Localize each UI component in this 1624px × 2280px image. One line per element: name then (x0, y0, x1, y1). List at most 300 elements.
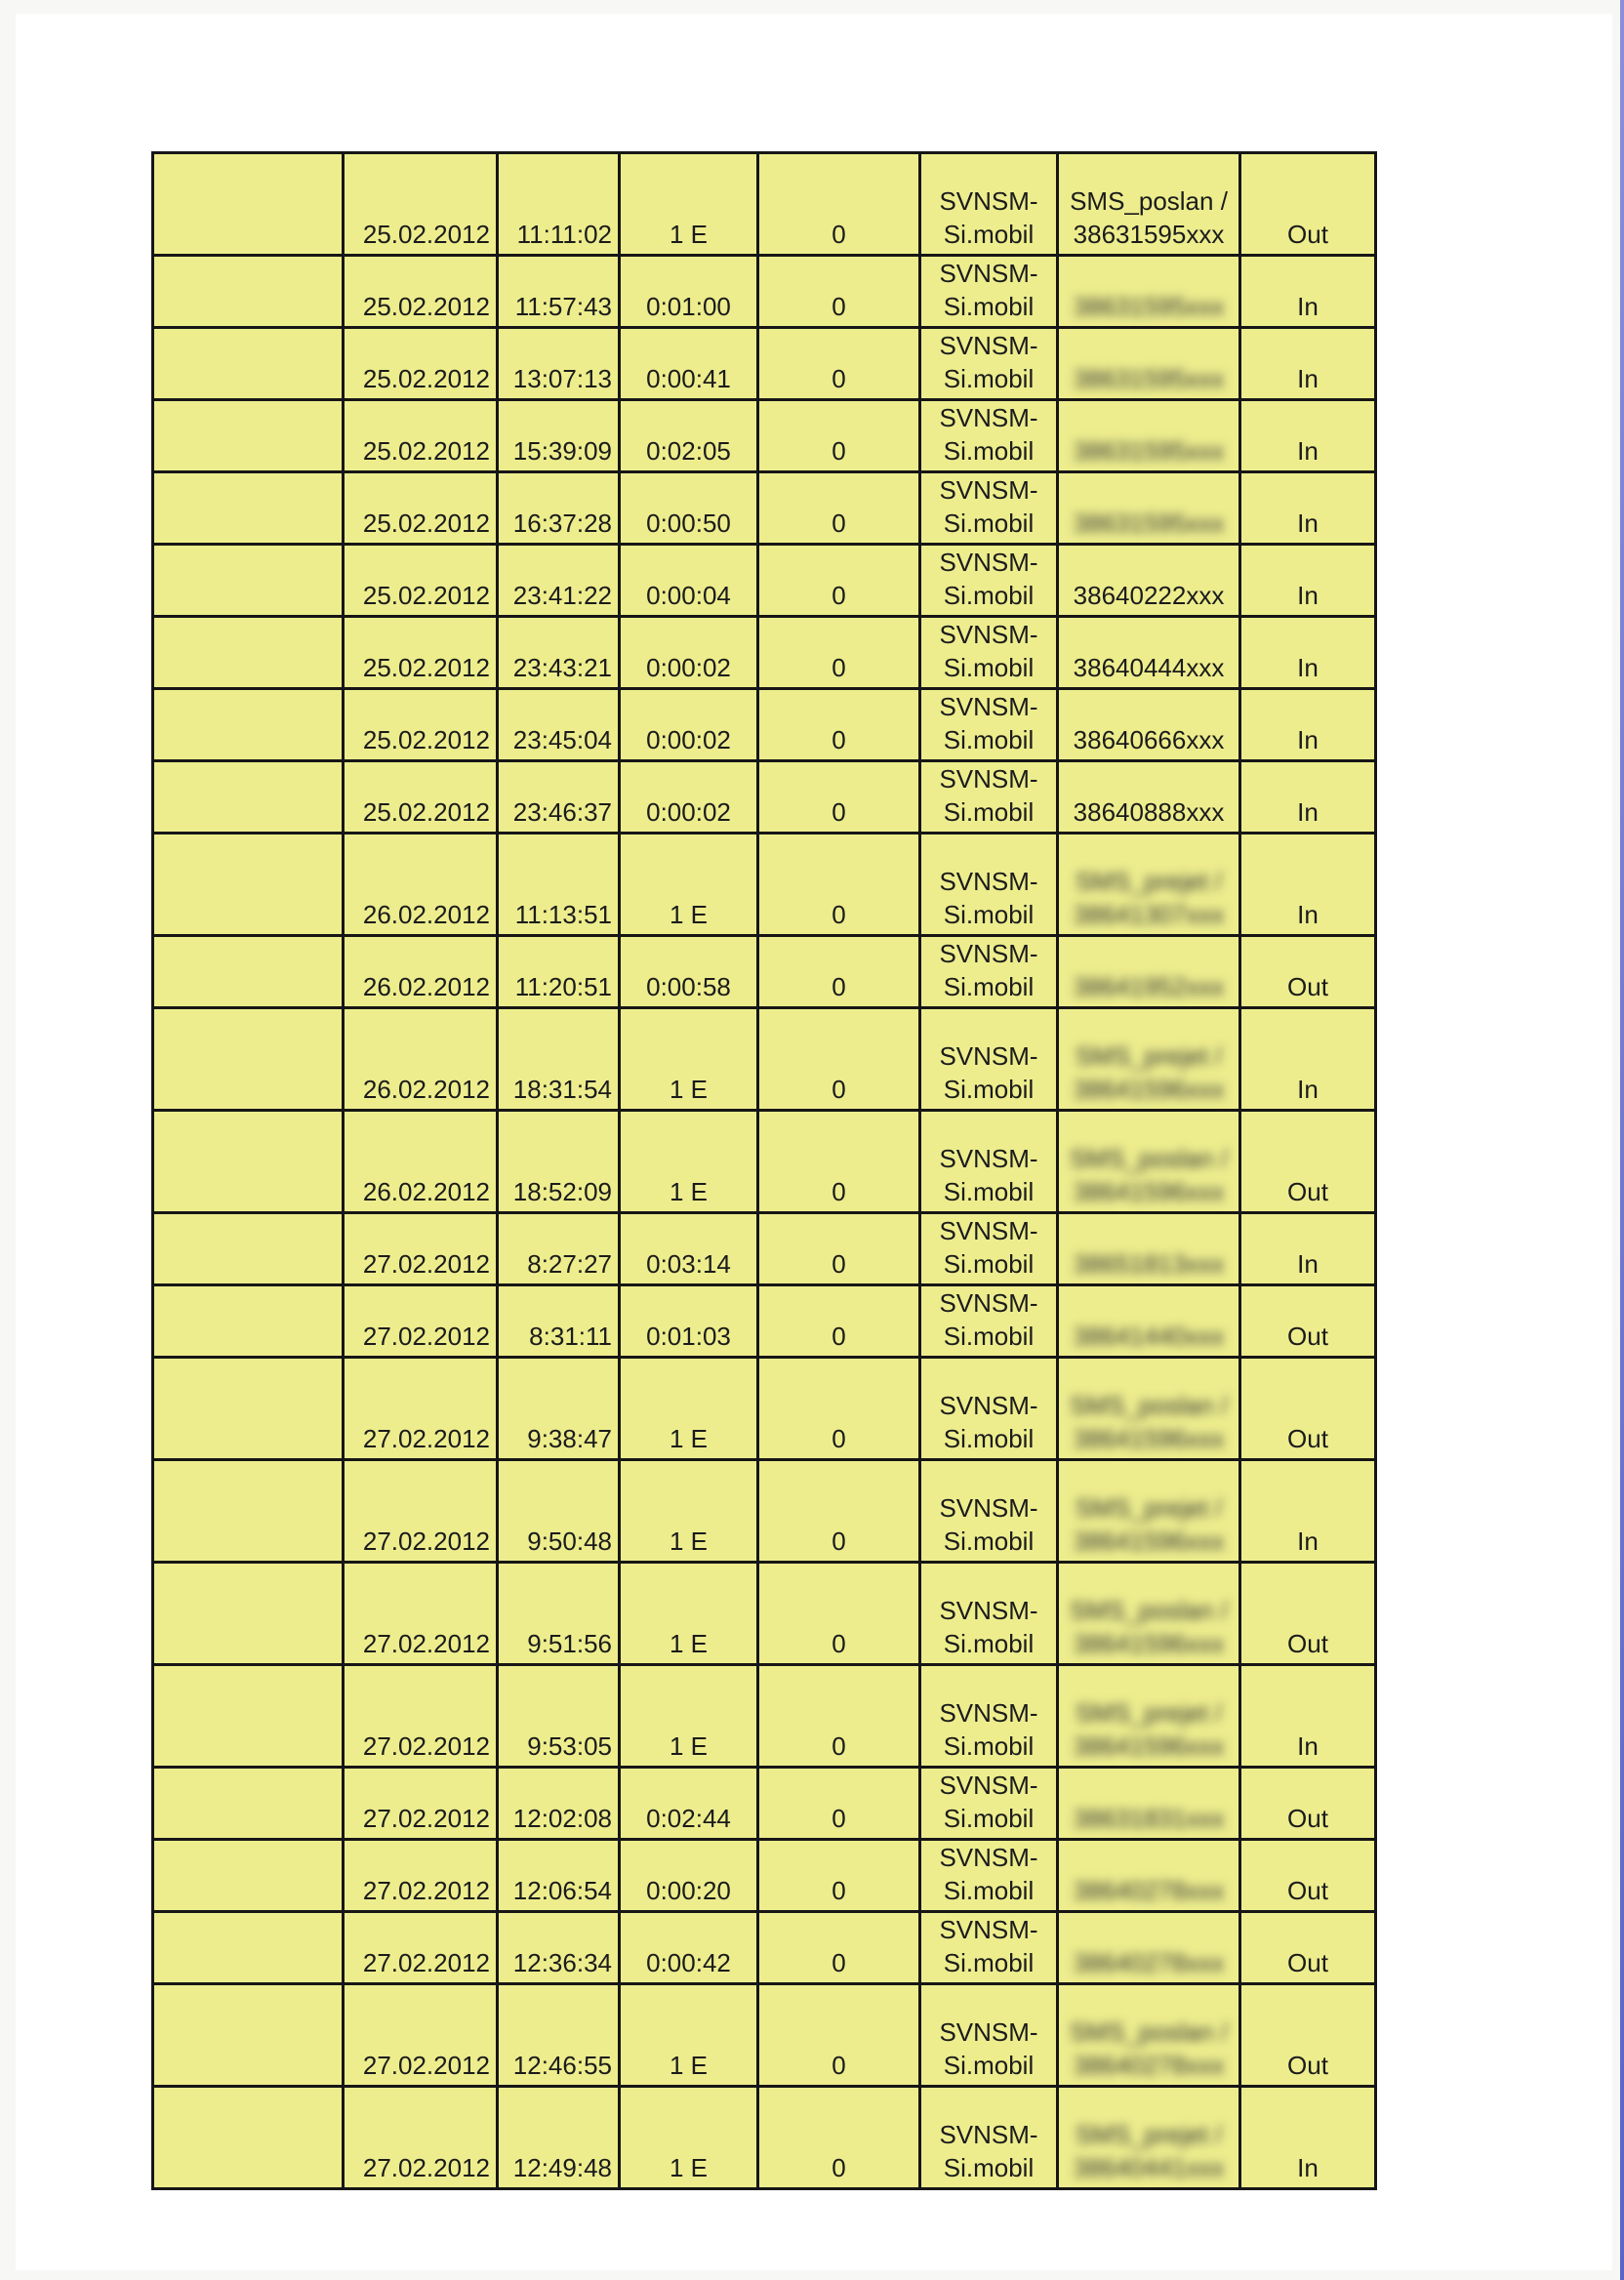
blank-cell (153, 1285, 344, 1358)
duration-cell: 0:01:00 (620, 256, 758, 328)
network-name-top: SVNSM- (939, 548, 1038, 577)
phone-number-cell (1058, 936, 1240, 1008)
phone-number-cell (1058, 834, 1240, 936)
date-cell: 27.02.2012 (344, 1285, 498, 1358)
table-row (153, 1285, 1376, 1358)
blank-cell (153, 1768, 344, 1840)
network-name-bottom: Si.mobil (943, 2051, 1035, 2080)
time-cell: 11:57:43 (498, 256, 620, 328)
date-cell: 27.02.2012 (344, 1840, 498, 1912)
blank-cell (153, 153, 344, 256)
network-name-top: SVNSM- (939, 403, 1038, 432)
time-cell: 16:37:28 (498, 472, 620, 545)
network-name-bottom: Si.mobil (943, 2153, 1035, 2182)
network-cell (920, 761, 1058, 834)
table-row (153, 545, 1376, 617)
redacted-number: SMS_poslan / (1070, 1596, 1228, 1625)
network-name-top: SVNSM- (939, 1216, 1038, 1245)
network-name-bottom: Si.mobil (943, 1948, 1035, 1977)
scan-edge-artifact (1620, 0, 1624, 2280)
redacted-number: SMS_prejet / (1075, 1493, 1223, 1523)
blank-cell (153, 545, 344, 617)
blank-cell (153, 617, 344, 689)
phone-number-cell (1058, 545, 1240, 617)
time-cell: 8:31:11 (498, 1285, 620, 1358)
time-cell: 12:49:48 (498, 2087, 620, 2189)
date-cell: 27.02.2012 (344, 1912, 498, 1984)
blank-cell (153, 1460, 344, 1563)
direction-cell: In (1240, 617, 1376, 689)
network-name-top: SVNSM- (939, 1288, 1038, 1318)
amount-cell: 0 (758, 1358, 920, 1460)
network-name-top: SVNSM- (939, 475, 1038, 505)
network-name-bottom: Si.mobil (943, 1075, 1035, 1104)
network-name-bottom: Si.mobil (943, 1876, 1035, 1905)
network-name-bottom: Si.mobil (943, 653, 1035, 682)
blank-cell (153, 1008, 344, 1111)
phone-number-cell (1058, 153, 1240, 256)
network-cell (920, 936, 1058, 1008)
table-row (153, 1912, 1376, 1984)
network-name-top: SVNSM- (939, 1915, 1038, 1944)
network-name-top: SVNSM- (939, 620, 1038, 649)
phone-number-cell (1058, 689, 1240, 761)
table-row (153, 1984, 1376, 2087)
direction-cell: Out (1240, 153, 1376, 256)
redacted-number: 38641596xxx (1073, 1629, 1225, 1658)
direction-cell: In (1240, 1008, 1376, 1111)
network-name-bottom: Si.mobil (943, 797, 1035, 827)
phone-number-cell (1058, 472, 1240, 545)
amount-cell: 0 (758, 1111, 920, 1213)
duration-cell: 0:00:02 (620, 617, 758, 689)
phone-number-cell (1058, 256, 1240, 328)
phone-number: 38640444xxx (1073, 653, 1225, 682)
blank-cell (153, 400, 344, 472)
direction-cell: In (1240, 1665, 1376, 1768)
date-cell: 27.02.2012 (344, 1358, 498, 1460)
table-row (153, 472, 1376, 545)
network-cell (920, 1563, 1058, 1665)
amount-cell: 0 (758, 936, 920, 1008)
direction-cell: Out (1240, 1768, 1376, 1840)
redacted-number: SMS_prejet / (1075, 2120, 1223, 2149)
amount-cell: 0 (758, 1008, 920, 1111)
duration-cell: 0:02:44 (620, 1768, 758, 1840)
time-cell: 23:45:04 (498, 689, 620, 761)
network-name-top: SVNSM- (939, 1041, 1038, 1071)
date-cell: 25.02.2012 (344, 256, 498, 328)
time-cell: 18:31:54 (498, 1008, 620, 1111)
blank-cell (153, 256, 344, 328)
redacted-number: 38651813xxx (1073, 1249, 1225, 1279)
amount-cell: 0 (758, 617, 920, 689)
redacted-number: 38641952xxx (1073, 972, 1225, 1001)
amount-cell: 0 (758, 1285, 920, 1358)
network-name-top: SVNSM- (939, 2017, 1038, 2047)
call-log-body (153, 153, 1376, 2189)
network-cell (920, 1912, 1058, 1984)
network-name-bottom: Si.mobil (943, 1177, 1035, 1206)
duration-cell: 0:00:41 (620, 328, 758, 400)
phone-number-cell (1058, 1840, 1240, 1912)
redacted-number: 38641596xxx (1073, 1424, 1225, 1453)
date-cell: 27.02.2012 (344, 1665, 498, 1768)
direction-cell: Out (1240, 1840, 1376, 1912)
amount-cell: 0 (758, 1563, 920, 1665)
call-log-table (151, 151, 1377, 2190)
network-name-top: SVNSM- (939, 259, 1038, 288)
network-name-top: SVNSM- (939, 1771, 1038, 1800)
date-cell: 25.02.2012 (344, 328, 498, 400)
network-cell (920, 2087, 1058, 2189)
phone-number-cell (1058, 2087, 1240, 2189)
time-cell: 12:02:08 (498, 1768, 620, 1840)
phone-number-cell (1058, 400, 1240, 472)
duration-cell: 1 E (620, 1460, 758, 1563)
network-name-top: SVNSM- (939, 1843, 1038, 1872)
direction-cell: Out (1240, 1285, 1376, 1358)
network-name-top: SVNSM- (939, 692, 1038, 721)
time-cell: 23:41:22 (498, 545, 620, 617)
date-cell: 25.02.2012 (344, 689, 498, 761)
time-cell: 23:43:21 (498, 617, 620, 689)
redacted-number: 38640441xxx (1073, 2153, 1225, 2182)
phone-number-cell (1058, 1912, 1240, 1984)
redacted-number: 38631595xxx (1073, 364, 1225, 393)
table-row (153, 400, 1376, 472)
time-cell: 13:07:13 (498, 328, 620, 400)
amount-cell: 0 (758, 1912, 920, 1984)
direction-cell: Out (1240, 1912, 1376, 1984)
direction-cell: In (1240, 472, 1376, 545)
time-cell: 9:51:56 (498, 1563, 620, 1665)
network-cell (920, 1008, 1058, 1111)
amount-cell: 0 (758, 1213, 920, 1285)
network-name-bottom: Si.mobil (943, 972, 1035, 1001)
network-name-bottom: Si.mobil (943, 220, 1035, 249)
duration-cell: 1 E (620, 1665, 758, 1768)
direction-cell: In (1240, 545, 1376, 617)
blank-cell (153, 689, 344, 761)
table-row (153, 689, 1376, 761)
redacted-number: SMS_poslan / (1070, 2017, 1228, 2047)
phone-number-cell (1058, 1563, 1240, 1665)
network-name-bottom: Si.mobil (943, 1424, 1035, 1453)
network-cell (920, 1213, 1058, 1285)
table-row (153, 761, 1376, 834)
table-row (153, 1768, 1376, 1840)
phone-number-cell (1058, 1358, 1240, 1460)
table-row (153, 1008, 1376, 1111)
blank-cell (153, 472, 344, 545)
blank-cell (153, 1665, 344, 1768)
redacted-number: 38641307xxx (1073, 900, 1225, 929)
duration-cell: 0:00:02 (620, 761, 758, 834)
phone-number-cell (1058, 1460, 1240, 1563)
amount-cell: 0 (758, 2087, 920, 2189)
network-name-top: SVNSM- (939, 939, 1038, 968)
phone-number-cell (1058, 1285, 1240, 1358)
time-cell: 9:53:05 (498, 1665, 620, 1768)
redacted-number: 38631595xxx (1073, 292, 1225, 321)
phone-number: 38631595xxx (1073, 220, 1225, 249)
direction-cell: In (1240, 1213, 1376, 1285)
phone-number: 38640888xxx (1073, 797, 1225, 827)
duration-cell: 0:01:03 (620, 1285, 758, 1358)
table-row (153, 617, 1376, 689)
network-cell (920, 1460, 1058, 1563)
amount-cell: 0 (758, 1984, 920, 2087)
redacted-number: 38641440xxx (1073, 1322, 1225, 1351)
redacted-number: 38631595xxx (1073, 436, 1225, 466)
network-name-top: SVNSM- (939, 1493, 1038, 1523)
duration-cell: 0:00:50 (620, 472, 758, 545)
network-name-bottom: Si.mobil (943, 1804, 1035, 1833)
network-cell (920, 328, 1058, 400)
blank-cell (153, 936, 344, 1008)
phone-number-cell (1058, 1008, 1240, 1111)
date-cell: 27.02.2012 (344, 1563, 498, 1665)
time-cell: 12:36:34 (498, 1912, 620, 1984)
direction-cell: In (1240, 689, 1376, 761)
phone-number-cell (1058, 1768, 1240, 1840)
network-name-bottom: Si.mobil (943, 900, 1035, 929)
amount-cell: 0 (758, 689, 920, 761)
time-cell: 11:20:51 (498, 936, 620, 1008)
date-cell: 25.02.2012 (344, 617, 498, 689)
network-name-top: SVNSM- (939, 1596, 1038, 1625)
network-name-bottom: Si.mobil (943, 1629, 1035, 1658)
direction-cell: In (1240, 400, 1376, 472)
redacted-number: 38641596xxx (1073, 1075, 1225, 1104)
blank-cell (153, 1984, 344, 2087)
date-cell: 25.02.2012 (344, 472, 498, 545)
phone-number-cell (1058, 328, 1240, 400)
network-cell (920, 1285, 1058, 1358)
blank-cell (153, 1111, 344, 1213)
date-cell: 27.02.2012 (344, 1460, 498, 1563)
network-cell (920, 256, 1058, 328)
table-row (153, 256, 1376, 328)
amount-cell: 0 (758, 834, 920, 936)
network-name-top: SVNSM- (939, 764, 1038, 794)
table-row (153, 1460, 1376, 1563)
duration-cell: 0:00:42 (620, 1912, 758, 1984)
blank-cell (153, 1912, 344, 1984)
duration-cell: 0:03:14 (620, 1213, 758, 1285)
direction-cell: Out (1240, 1111, 1376, 1213)
network-name-top: SVNSM- (939, 1391, 1038, 1420)
phone-number: 38640222xxx (1073, 581, 1225, 610)
direction-cell: Out (1240, 1358, 1376, 1460)
amount-cell: 0 (758, 1768, 920, 1840)
duration-cell: 1 E (620, 2087, 758, 2189)
amount-cell: 0 (758, 1840, 920, 1912)
duration-cell: 0:00:02 (620, 689, 758, 761)
time-cell: 9:38:47 (498, 1358, 620, 1460)
network-cell (920, 1984, 1058, 2087)
network-name-bottom: Si.mobil (943, 292, 1035, 321)
time-cell: 23:46:37 (498, 761, 620, 834)
redacted-number: 38641596xxx (1073, 1731, 1225, 1761)
redacted-number: SMS_prejet / (1075, 867, 1223, 896)
direction-cell: In (1240, 328, 1376, 400)
direction-cell: Out (1240, 936, 1376, 1008)
amount-cell: 0 (758, 400, 920, 472)
network-name-bottom: Si.mobil (943, 1731, 1035, 1761)
duration-cell: 1 E (620, 1111, 758, 1213)
date-cell: 26.02.2012 (344, 936, 498, 1008)
table-row (153, 1563, 1376, 1665)
network-cell (920, 1111, 1058, 1213)
redacted-number: 38641596xxx (1073, 1177, 1225, 1206)
date-cell: 25.02.2012 (344, 153, 498, 256)
network-name-bottom: Si.mobil (943, 1527, 1035, 1556)
blank-cell (153, 1358, 344, 1460)
table-row (153, 1665, 1376, 1768)
date-cell: 27.02.2012 (344, 1984, 498, 2087)
phone-number-cell (1058, 1213, 1240, 1285)
network-cell (920, 834, 1058, 936)
network-name-bottom: Si.mobil (943, 436, 1035, 466)
amount-cell: 0 (758, 153, 920, 256)
network-name-bottom: Si.mobil (943, 509, 1035, 538)
network-cell (920, 689, 1058, 761)
time-cell: 11:13:51 (498, 834, 620, 936)
network-name-bottom: Si.mobil (943, 581, 1035, 610)
table-row (153, 936, 1376, 1008)
table-row (153, 328, 1376, 400)
network-cell (920, 617, 1058, 689)
duration-cell: 0:00:04 (620, 545, 758, 617)
duration-cell: 1 E (620, 1358, 758, 1460)
phone-number-cell (1058, 1984, 1240, 2087)
phone-number: SMS_poslan / (1070, 186, 1228, 216)
phone-number: 38640666xxx (1073, 725, 1225, 754)
date-cell: 27.02.2012 (344, 2087, 498, 2189)
duration-cell: 0:02:05 (620, 400, 758, 472)
direction-cell: Out (1240, 1984, 1376, 2087)
amount-cell: 0 (758, 1460, 920, 1563)
network-name-bottom: Si.mobil (943, 364, 1035, 393)
network-cell (920, 400, 1058, 472)
date-cell: 27.02.2012 (344, 1768, 498, 1840)
direction-cell: In (1240, 2087, 1376, 2189)
table-row (153, 1213, 1376, 1285)
redacted-number: 38640278xxx (1073, 1876, 1225, 1905)
network-name-top: SVNSM- (939, 1144, 1038, 1173)
redacted-number: 38631595xxx (1073, 509, 1225, 538)
redacted-number: 38641596xxx (1073, 1527, 1225, 1556)
date-cell: 25.02.2012 (344, 545, 498, 617)
direction-cell: Out (1240, 1563, 1376, 1665)
blank-cell (153, 2087, 344, 2189)
network-name-top: SVNSM- (939, 2120, 1038, 2149)
time-cell: 18:52:09 (498, 1111, 620, 1213)
time-cell: 15:39:09 (498, 400, 620, 472)
network-cell (920, 1665, 1058, 1768)
date-cell: 26.02.2012 (344, 1008, 498, 1111)
amount-cell: 0 (758, 256, 920, 328)
date-cell: 26.02.2012 (344, 834, 498, 936)
time-cell: 12:06:54 (498, 1840, 620, 1912)
redacted-number: SMS_prejet / (1075, 1041, 1223, 1071)
network-cell (920, 1358, 1058, 1460)
duration-cell: 1 E (620, 834, 758, 936)
direction-cell: In (1240, 834, 1376, 936)
table-row (153, 1358, 1376, 1460)
date-cell: 27.02.2012 (344, 1213, 498, 1285)
table-row (153, 1840, 1376, 1912)
time-cell: 11:11:02 (498, 153, 620, 256)
table-row (153, 1111, 1376, 1213)
redacted-number: 38640278xxx (1073, 1948, 1225, 1977)
phone-number-cell (1058, 1665, 1240, 1768)
blank-cell (153, 834, 344, 936)
network-name-top: SVNSM- (939, 186, 1038, 216)
table-row (153, 153, 1376, 256)
amount-cell: 0 (758, 472, 920, 545)
table-row (153, 834, 1376, 936)
redacted-number: SMS_poslan / (1070, 1144, 1228, 1173)
duration-cell: 0:00:58 (620, 936, 758, 1008)
network-cell (920, 545, 1058, 617)
direction-cell: In (1240, 761, 1376, 834)
blank-cell (153, 1213, 344, 1285)
network-name-top: SVNSM- (939, 867, 1038, 896)
redacted-number: SMS_poslan / (1070, 1391, 1228, 1420)
network-cell (920, 1840, 1058, 1912)
blank-cell (153, 761, 344, 834)
network-cell (920, 1768, 1058, 1840)
duration-cell: 0:00:20 (620, 1840, 758, 1912)
time-cell: 8:27:27 (498, 1213, 620, 1285)
network-name-bottom: Si.mobil (943, 1249, 1035, 1279)
network-cell (920, 472, 1058, 545)
amount-cell: 0 (758, 328, 920, 400)
redacted-number: 38640278xxx (1073, 2051, 1225, 2080)
duration-cell: 1 E (620, 1984, 758, 2087)
time-cell: 9:50:48 (498, 1460, 620, 1563)
blank-cell (153, 328, 344, 400)
duration-cell: 1 E (620, 1008, 758, 1111)
duration-cell: 1 E (620, 1563, 758, 1665)
redacted-number: 38631831xxx (1073, 1804, 1225, 1833)
date-cell: 26.02.2012 (344, 1111, 498, 1213)
phone-number-cell (1058, 1111, 1240, 1213)
time-cell: 12:46:55 (498, 1984, 620, 2087)
network-name-bottom: Si.mobil (943, 725, 1035, 754)
direction-cell: In (1240, 256, 1376, 328)
duration-cell: 1 E (620, 153, 758, 256)
direction-cell: In (1240, 1460, 1376, 1563)
network-name-top: SVNSM- (939, 1698, 1038, 1728)
table-row (153, 2087, 1376, 2189)
blank-cell (153, 1563, 344, 1665)
amount-cell: 0 (758, 1665, 920, 1768)
blank-cell (153, 1840, 344, 1912)
date-cell: 25.02.2012 (344, 400, 498, 472)
network-cell (920, 153, 1058, 256)
date-cell: 25.02.2012 (344, 761, 498, 834)
amount-cell: 0 (758, 545, 920, 617)
phone-number-cell (1058, 761, 1240, 834)
network-name-top: SVNSM- (939, 331, 1038, 360)
amount-cell: 0 (758, 761, 920, 834)
phone-number-cell (1058, 617, 1240, 689)
network-name-bottom: Si.mobil (943, 1322, 1035, 1351)
